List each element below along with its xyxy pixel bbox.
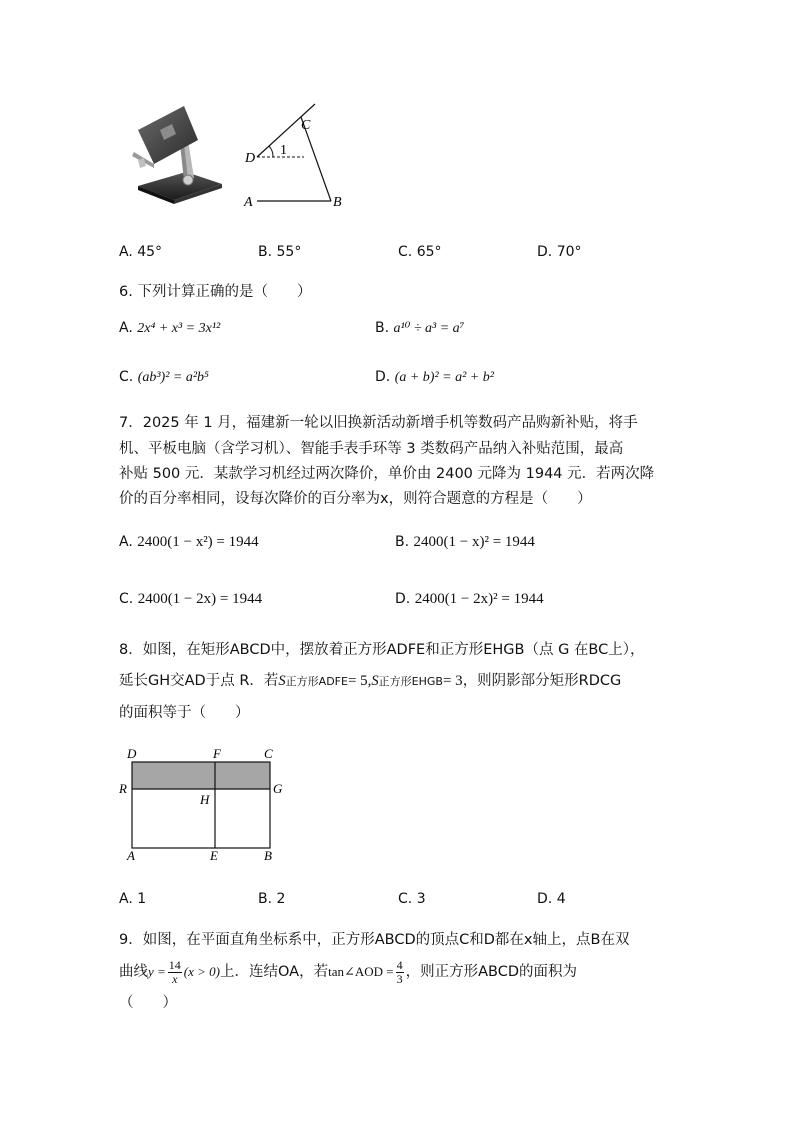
- q9-stem-line-1: 9．如图，在平面直角坐标系中，正方形ABCD的顶点C和D都在x轴上，点B在双: [119, 932, 630, 948]
- angle-1-arc: [269, 146, 273, 157]
- label-F: F: [213, 746, 221, 761]
- shaded-rectangle-RDCG: [132, 762, 270, 789]
- q8-option-d[interactable]: D. 4: [537, 891, 566, 907]
- q6-option-c[interactable]: C. (ab³)² = a²b⁵: [119, 369, 209, 385]
- q8-stem-line-1: 8．如图，在矩形ABCD中，摆放着正方形ADFE和正方形EHGB（点 G 在BC上），: [119, 642, 645, 658]
- tablet-stand-photo: [124, 100, 228, 208]
- label-R: R: [119, 781, 127, 796]
- q8-stem-line-2: 延长GH交AD于点 R．若S正方形ADFE= 5,S正方形EHGB= 3，则阴影部分矩形RDCG: [119, 673, 622, 689]
- q7-stem-line-3: 补贴 500 元．某款学习机经过两次降价，单价由 2400 元降为 1944 元．若两次降: [119, 466, 655, 482]
- q5-option-d[interactable]: D. 70°: [537, 244, 582, 260]
- label-B: B: [264, 848, 272, 863]
- q7-stem-line-4: 价的百分率相同，设每次降价的百分率为x，则符合题意的方程是（ ）: [119, 491, 592, 507]
- q9-stem-line-2: 曲线 y = $\frac{14}{x}$ (x > 0) 上．连结OA，若 tan∠AOD = $\frac{4}{3}$ ，则正方形ABCD的面积为: [119, 957, 578, 986]
- q7-option-d[interactable]: D. 2400(1 − 2x)² = 1944: [395, 591, 544, 607]
- q9-stem-line-3: （ ）: [119, 995, 177, 1011]
- label-E: E: [210, 848, 218, 863]
- label-angle-1: 1: [280, 143, 287, 158]
- q7-option-a[interactable]: A. 2400(1 − x²) = 1944: [119, 534, 259, 550]
- q8-option-c[interactable]: C. 3: [398, 891, 426, 907]
- q5-geometry-figure: [240, 98, 352, 210]
- q6-stem: 6. 下列计算正确的是（ ）: [119, 284, 312, 300]
- label-C: C: [301, 118, 311, 133]
- q7-option-b[interactable]: B. 2400(1 − x)² = 1944: [395, 534, 535, 550]
- label-A: A: [244, 195, 253, 210]
- label-D: D: [245, 151, 256, 166]
- q5-option-b[interactable]: B. 55°: [258, 244, 302, 260]
- q8-option-a[interactable]: A. 1: [119, 891, 147, 907]
- q7-option-c[interactable]: C. 2400(1 − 2x) = 1944: [119, 591, 263, 607]
- q5-option-a[interactable]: A. 45°: [119, 244, 163, 260]
- label-D: D: [127, 746, 137, 761]
- label-H: H: [200, 792, 210, 807]
- q6-option-a[interactable]: A. 2x⁴ + x³ = 3x¹²: [119, 320, 221, 336]
- label-A: A: [127, 848, 135, 863]
- label-C: C: [264, 746, 273, 761]
- fraction-14-over-x: $\frac{14}{x}$: [168, 957, 181, 986]
- q6-option-b[interactable]: B. a¹⁰ ÷ a³ = a⁷: [375, 320, 465, 336]
- q7-stem-line-2: 机、平板电脑（含学习机）、智能手表手环等 3 类数码产品纳入补贴范围，最高: [119, 441, 624, 457]
- label-B: B: [333, 195, 342, 210]
- q5-option-c[interactable]: C. 65°: [398, 244, 442, 260]
- q8-rectangle-figure: [116, 744, 292, 868]
- q6-option-d[interactable]: D. (a + b)² = a² + b²: [375, 369, 494, 385]
- q8-stem-line-3: 的面积等于（ ）: [119, 705, 250, 721]
- label-G: G: [273, 781, 283, 796]
- q7-stem-line-1: 7．2025 年 1 月，福建新一轮以旧换新活动新增手机等数码产品购新补贴，将手: [119, 415, 638, 431]
- fraction-4-over-3: $\frac{4}{3}$: [396, 957, 403, 986]
- q8-option-b[interactable]: B. 2: [258, 891, 286, 907]
